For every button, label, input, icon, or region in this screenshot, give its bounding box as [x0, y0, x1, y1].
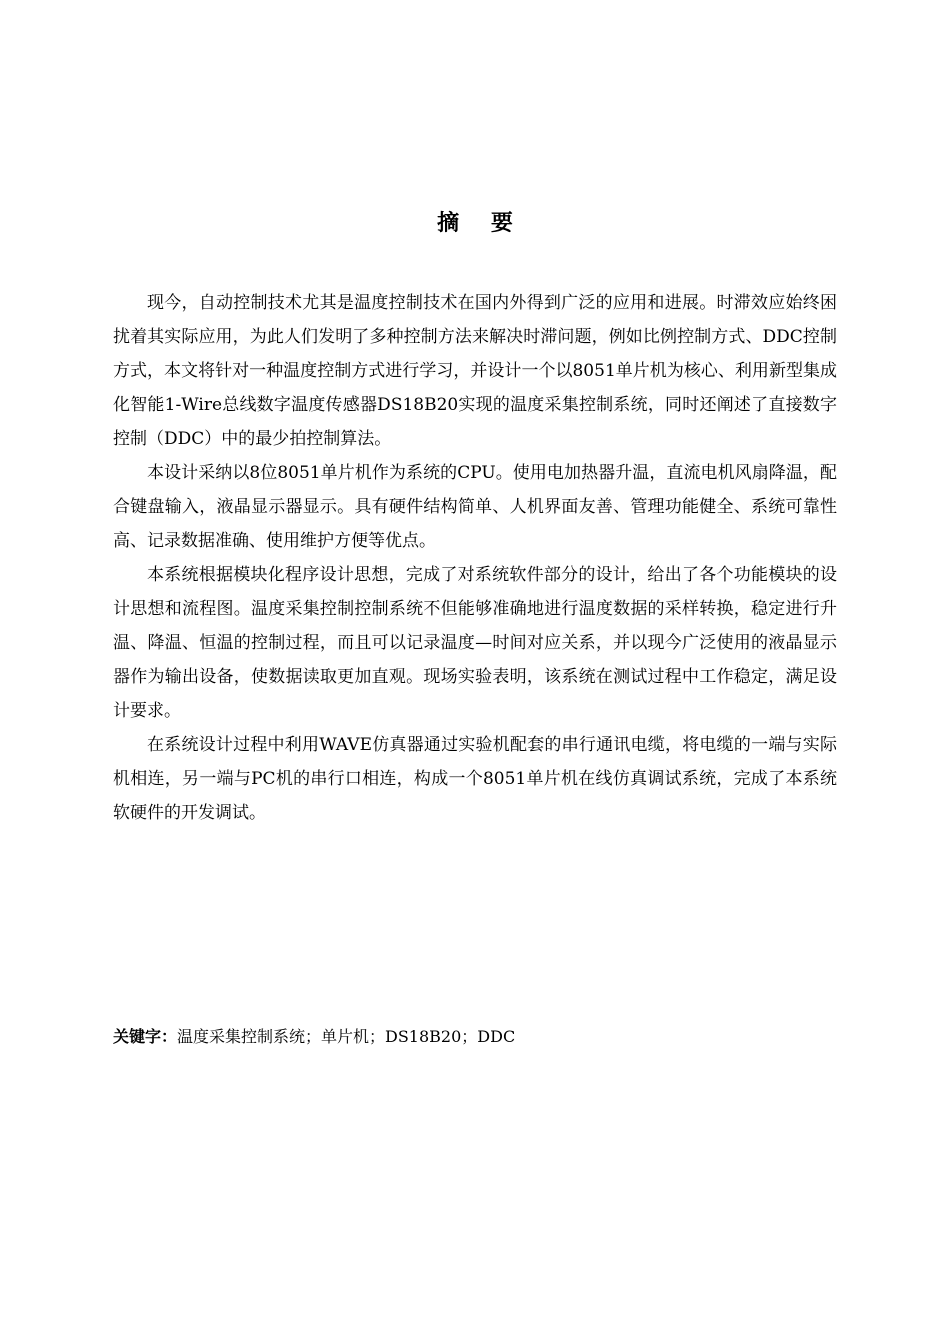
keywords-label: 关键字：: [113, 1027, 178, 1046]
abstract-paragraph-1: 现今，自动控制技术尤其是温度控制技术在国内外得到广泛的应用和进展。时滞效应始终困扰着其实际应用，为此人们发明了多种控制方法来解决时滞问题，例如比例控制方式、DDC控制方式，本文将针对一种温度控制方式进行学习，并设计一个以8051单片机为核心、利用新型集成化智能1-Wire总线数字温度传感器DS18B20实现的温度采集控制系统，同时还阐述了直接数字控制（DDC）中的最少拍控制算法。: [113, 293, 837, 449]
keywords-text: 温度采集控制系统；单片机；DS18B20；DDC: [177, 1027, 516, 1046]
abstract-body: [113, 286, 837, 830]
abstract-paragraph-4: 在系统设计过程中利用WAVE仿真器通过实验机配套的串行通讯电缆，将电缆的一端与实际机相连，另一端与PC机的串行口相连，构成一个8051单片机在线仿真调试系统，完成了本系统软硬件的开发调试。: [113, 735, 837, 823]
abstract-paragraph-3: 本系统根据模块化程序设计思想，完成了对系统软件部分的设计，给出了各个功能模块的设计思想和流程图。温度采集控制控制系统不但能够准确地进行温度数据的采样转换，稳定进行升温、降温、恒温的控制过程，而且可以记录温度—时间对应关系，并以现今广泛使用的液晶显示器作为输出设备，使数据读取更加直观。现场实验表明，该系统在测试过程中工作稳定，满足设计要求。: [113, 565, 837, 721]
abstract-title: 摘 要: [437, 211, 525, 236]
abstract-paragraph-2: 本设计采纳以8位8051单片机作为系统的CPU。使用电加热器升温，直流电机风扇降温，配合键盘输入，液晶显示器显示。具有硬件结构简单、人机界面友善、管理功能健全、系统可靠性高、记录数据准确、使用维护方便等优点。: [113, 463, 837, 551]
keywords-line: [113, 1022, 837, 1052]
